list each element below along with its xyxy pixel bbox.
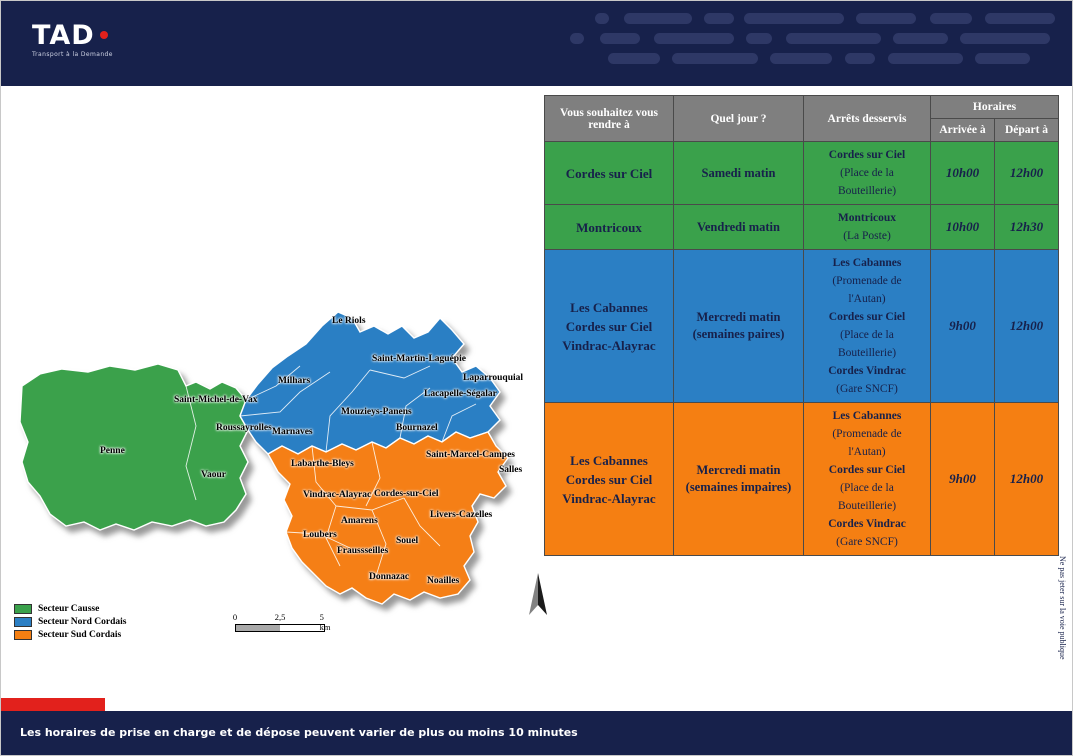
header-stops: Arrêts desservis [804, 96, 931, 142]
stop-sub: (La Poste) [843, 230, 891, 242]
schedule-table [544, 95, 1059, 556]
commune-label: Fraussseilles [337, 546, 389, 556]
commune-label: Loubers [303, 530, 337, 540]
commune-label: Lacapelle-Ségalar [424, 389, 497, 399]
legend-item [14, 630, 126, 640]
commune-label: Saint-Michel-de-Vax [174, 395, 258, 405]
logo-tagline: Transport à la Demande [32, 51, 113, 58]
day-line: Vendredi matin [696, 219, 780, 234]
logo-wordmark: TAD [32, 20, 95, 51]
table-row [545, 403, 1059, 556]
commune-label: Donnazac [369, 572, 410, 582]
legend-item [14, 604, 126, 614]
row-day [674, 403, 804, 556]
commune-label: Labarthe-Bleys [291, 459, 354, 469]
row-day [674, 250, 804, 403]
table-row [545, 142, 1059, 205]
destination-line: Montricoux [576, 219, 642, 235]
destination-line: Vindrac-Alayrac [562, 490, 656, 506]
stop-sub: (Promenade de [832, 428, 902, 440]
header-departure: Départ à [995, 119, 1059, 142]
destination-line: Les Cabannes [570, 452, 648, 468]
commune-label: Marnaves [272, 427, 313, 437]
commune-label: Penne [100, 446, 125, 456]
day-line: Mercredi matin [696, 463, 781, 477]
legend-label-causse: Secteur Causse [38, 604, 100, 614]
stop-sub: (Place de la [840, 167, 894, 179]
header-schedules: Horaires [931, 96, 1059, 119]
row-departure: 12h00 [995, 250, 1059, 403]
stop-sub: l'Autan) [848, 293, 886, 305]
row-arrival: 9h00 [931, 403, 995, 556]
footer-note: Les horaires de prise en charge et de dépose peuvent varier de plus ou moins 10 minutes [20, 726, 578, 739]
stop-name: Cordes sur Ciel [828, 311, 906, 323]
scalebar-tick-mid: 2,5 [274, 612, 286, 622]
legend-swatch-causse [14, 604, 32, 614]
day-line: (semaines impaires) [685, 480, 792, 494]
commune-label: Mouzieys-Panens [341, 407, 412, 417]
row-day [674, 142, 804, 205]
row-arrival: 10h00 [931, 205, 995, 250]
sector-causse-shape [20, 364, 248, 530]
sector-map [0, 86, 545, 711]
logo-dot-icon [100, 31, 108, 39]
scalebar-segment [236, 625, 280, 631]
commune-label: Saint-Marcel-Campes [426, 450, 516, 460]
row-destination [545, 250, 674, 403]
commune-label: Livers-Cazelles [430, 510, 493, 520]
stop-name: Cordes sur Ciel [828, 149, 906, 161]
commune-label: Bournazel [396, 423, 438, 433]
row-destination [545, 205, 674, 250]
commune-label: Vindrac-Alayrac [303, 490, 372, 500]
header-arrival: Arrivée à [931, 119, 995, 142]
row-stops [804, 250, 931, 403]
page-footer [0, 711, 1073, 756]
stop-sub: Bouteillerie) [837, 500, 897, 512]
row-arrival: 10h00 [931, 142, 995, 205]
row-destination [545, 403, 674, 556]
commune-label: Vaour [201, 470, 226, 480]
destination-line: Cordes sur Ciel [565, 165, 653, 181]
stop-sub: (Place de la [840, 329, 894, 341]
commune-label: Milhars [278, 376, 311, 386]
destination-line: Cordes sur Ciel [565, 471, 653, 487]
stop-sub: (Promenade de [832, 275, 902, 287]
legend-swatch-sud-cordais [14, 630, 32, 640]
row-stops [804, 205, 931, 250]
table-header-row-1 [545, 96, 1059, 119]
table-row [545, 205, 1059, 250]
stop-sub: (Gare SNCF) [836, 536, 898, 548]
stop-name: Les Cabannes [832, 257, 902, 269]
stop-name: Cordes Vindrac [828, 518, 906, 530]
commune-label: Le Riols [332, 316, 366, 326]
destination-line: Cordes sur Ciel [565, 318, 653, 334]
row-departure: 12h00 [995, 142, 1059, 205]
stop-name: Cordes Vindrac [828, 365, 906, 377]
commune-label: Amarens [341, 516, 378, 526]
commune-label: Souel [396, 536, 419, 546]
table-row [545, 250, 1059, 403]
destination-line: Vindrac-Alayrac [562, 337, 656, 353]
stop-name: Les Cabannes [832, 410, 902, 422]
footer-accent-bar [0, 698, 105, 711]
legend-item [14, 617, 126, 627]
row-stops [804, 403, 931, 556]
header-destination: Vous souhaitez vous rendre à [545, 96, 674, 142]
page-header [0, 0, 1073, 86]
north-arrow-icon [518, 571, 558, 624]
row-departure: 12h00 [995, 403, 1059, 556]
legal-note-vertical: Ne pas jeter sur la voie publique [1058, 556, 1067, 660]
map-scalebar [232, 612, 331, 632]
day-line: Mercredi matin [696, 310, 781, 324]
scalebar-tick-max: 5 km [319, 612, 331, 632]
destination-line: Les Cabannes [570, 299, 648, 315]
commune-label: Salles [499, 465, 523, 475]
commune-label: Noailles [427, 576, 460, 586]
stop-sub: (Gare SNCF) [836, 383, 898, 395]
map-legend [14, 604, 126, 643]
day-line: (semaines paires) [692, 327, 785, 341]
stop-sub: (Place de la [840, 482, 894, 494]
tad-logo [32, 22, 113, 58]
scalebar-segment [280, 625, 324, 631]
commune-label: Roussayrolles [216, 423, 272, 433]
commune-label: Laparrouquial [463, 373, 524, 383]
row-stops [804, 142, 931, 205]
stop-name: Montricoux [837, 212, 897, 224]
legend-swatch-nord-cordais [14, 617, 32, 627]
commune-label: Saint-Martin-Laguépie [372, 354, 466, 364]
header-day: Quel jour ? [674, 96, 804, 142]
row-destination [545, 142, 674, 205]
day-line: Samedi matin [701, 165, 776, 180]
stop-sub: l'Autan) [848, 446, 886, 458]
stop-name: Cordes sur Ciel [828, 464, 906, 476]
row-day [674, 205, 804, 250]
legend-label-nord-cordais: Secteur Nord Cordais [38, 617, 127, 627]
row-arrival: 9h00 [931, 250, 995, 403]
legend-label-sud-cordais: Secteur Sud Cordais [38, 630, 122, 640]
commune-label: Cordes-sur-Ciel [374, 489, 439, 499]
stop-sub: Bouteillerie) [837, 185, 897, 197]
schedule-table-container [544, 95, 1059, 556]
row-departure: 12h30 [995, 205, 1059, 250]
scalebar-tick-0: 0 [232, 612, 238, 622]
stop-sub: Bouteillerie) [837, 347, 897, 359]
